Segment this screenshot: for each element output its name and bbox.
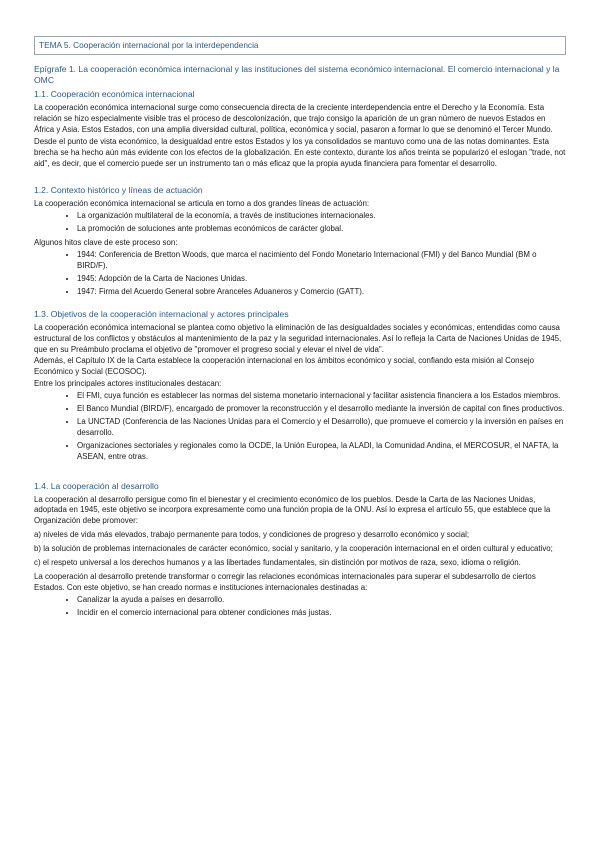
- list-item: • Organizaciones sectoriales y regionales como la OCDE, la Unión Europea, la ALADI, la Comunidad Andina, el MERCOSUR, el NAFTA, la ASEAN, entre otras.: [77, 441, 566, 463]
- list-item: • Canalizar la ayuda a países en desarrollo.: [77, 595, 566, 606]
- actors-intro: Entre los principales actores institucionales destacan:: [34, 379, 222, 389]
- actors-list: [34, 391, 566, 462]
- action-lines-list: [34, 211, 566, 235]
- milestones-intro: Algunos hitos clave de este proceso son:: [34, 238, 178, 248]
- section-1-1-paragraph-2: Desde el punto de vista económico, la desigualdad entre estos Estados y los ya consolidados se mantuvo como una de las notas dominantes. Esta brecha se ha hecho aún más evidente con los efectos de la globalización. En este contexto, durante los años treinta se popularizó el eslogan "trade, not aid", es decir, que el comercio puede ser un instrumento tan o más eficaz que la propia ayuda financiera para fomentar el desarrollo.: [34, 136, 566, 168]
- article-55-item-b: b) la solución de problemas internacionales de carácter económico, social y sanitario, y la cooperación internacional en el orden cultural y educativo;: [34, 544, 553, 554]
- epigraph-title: Epígrafe 1. La cooperación económica internacional y las instituciones del sistema económico internacional. El comercio internacional y la OMC: [34, 64, 560, 85]
- list-item: • El FMI, cuya función es establecer las normas del sistema monetario internacional y facilitar asistencia financiera a los Estados miembros.: [77, 391, 566, 402]
- development-aims-list: [34, 595, 566, 619]
- topic-title-box: [34, 36, 566, 55]
- milestones-list: [34, 250, 566, 298]
- list-item: • 1944: Conferencia de Bretton Woods, que marca el nacimiento del Fondo Monetario Internacional (FMI) y del Banco Mundial (BM o BIRD/F).: [77, 250, 566, 272]
- list-item: • Incidir en el comercio internacional para obtener condiciones más justas.: [77, 608, 566, 619]
- list-item: • 1947: Firma del Acuerdo General sobre Aranceles Aduaneros y Comercio (GATT).: [77, 287, 566, 298]
- list-item: • La promoción de soluciones ante problemas económicos de carácter global.: [77, 224, 566, 235]
- section-1-4-paragraph-1: La cooperación al desarrollo persigue como fin el bienestar y el crecimiento económico de los pueblos. Desde la Carta de las Naciones Unidas, adoptada en 1945, este objetivo se incorpora expresamente como una función propia de la ONU. Así lo expresa el artículo 55, que establece que la Organización debe promover:: [34, 494, 551, 526]
- section-1-4-heading: 1.4. La cooperación al desarrollo: [34, 480, 159, 491]
- section-1-3-paragraph-1: La cooperación económica internacional se plantea como objetivo la eliminación de las desigualdades sociales y económicas, entendidas como causa estructural de los conflictos y obstáculos al mantenimiento de la paz y la seguridad internacionales. Así lo refleja la Carta de Naciones Unidas de 1945, que en su Preámbulo proclama el objetivo de "promover el progreso social y elevar el nivel de vida".: [34, 322, 562, 354]
- list-item: • El Banco Mundial (BIRD/F), encargado de promover la reconstrucción y el desarrollo mediante la inversión de capital con fines productivos.: [77, 404, 566, 415]
- list-item: • La organización multilateral de la economía, a través de instituciones internacionales.: [77, 211, 566, 222]
- list-item: • 1945: Adopción de la Carta de Naciones Unidas.: [77, 274, 566, 285]
- section-1-2-intro: La cooperación económica internacional se articula en torno a dos grandes líneas de actuación:: [34, 199, 370, 209]
- article-55-item-c: c) el respeto universal a los derechos humanos y a las libertades fundamentales, sin distinción por motivos de raza, sexo, idioma o religión.: [34, 558, 521, 568]
- article-55-item-a: a) niveles de vida más elevados, trabajo permanente para todos, y condiciones de progreso y desarrollo económico y social;: [34, 530, 470, 540]
- topic-title: TEMA 5. Cooperación internacional por la interdependencia: [39, 40, 259, 50]
- list-item: • La UNCTAD (Conferencia de las Naciones Unidas para el Comercio y el Desarrollo), que promueve el comercio y la inversión en países en desarrollo.: [77, 417, 566, 439]
- section-1-1-paragraph-1: La cooperación económica internacional surge como consecuencia directa de la creciente interdependencia entre el Derecho y la Economía. Esta relación se hizo especialmente visible tras el proceso de descolonización, que trajo consigo la aparición de un gran número de nuevos Estados en África y Asia. Estos Estados, con una amplia diversidad cultural, política, económica y social, pasaron a formar lo que se denominó el Tercer Mundo.: [34, 103, 553, 134]
- section-1-3-paragraph-2: Además, el Capítulo IX de la Carta establece la cooperación internacional en los ámbitos económico y social, confiando esta misión al Consejo Económico y Social (ECOSOC).: [34, 356, 535, 377]
- section-1-4-paragraph-2: La cooperación al desarrollo pretende transformar o corregir las relaciones económicas internacionales para superar el subdesarrollo de ciertos Estados. Con este objetivo, se han creado normas e instituciones internacionales destinadas a:: [34, 572, 536, 592]
- section-1-2-heading: 1.2. Contexto histórico y líneas de actuación: [34, 185, 203, 196]
- section-1-1-heading: 1.1. Cooperación económica internacional: [34, 89, 195, 99]
- section-1-3-heading: 1.3. Objetivos de la cooperación internacional y actores principales: [34, 308, 289, 319]
